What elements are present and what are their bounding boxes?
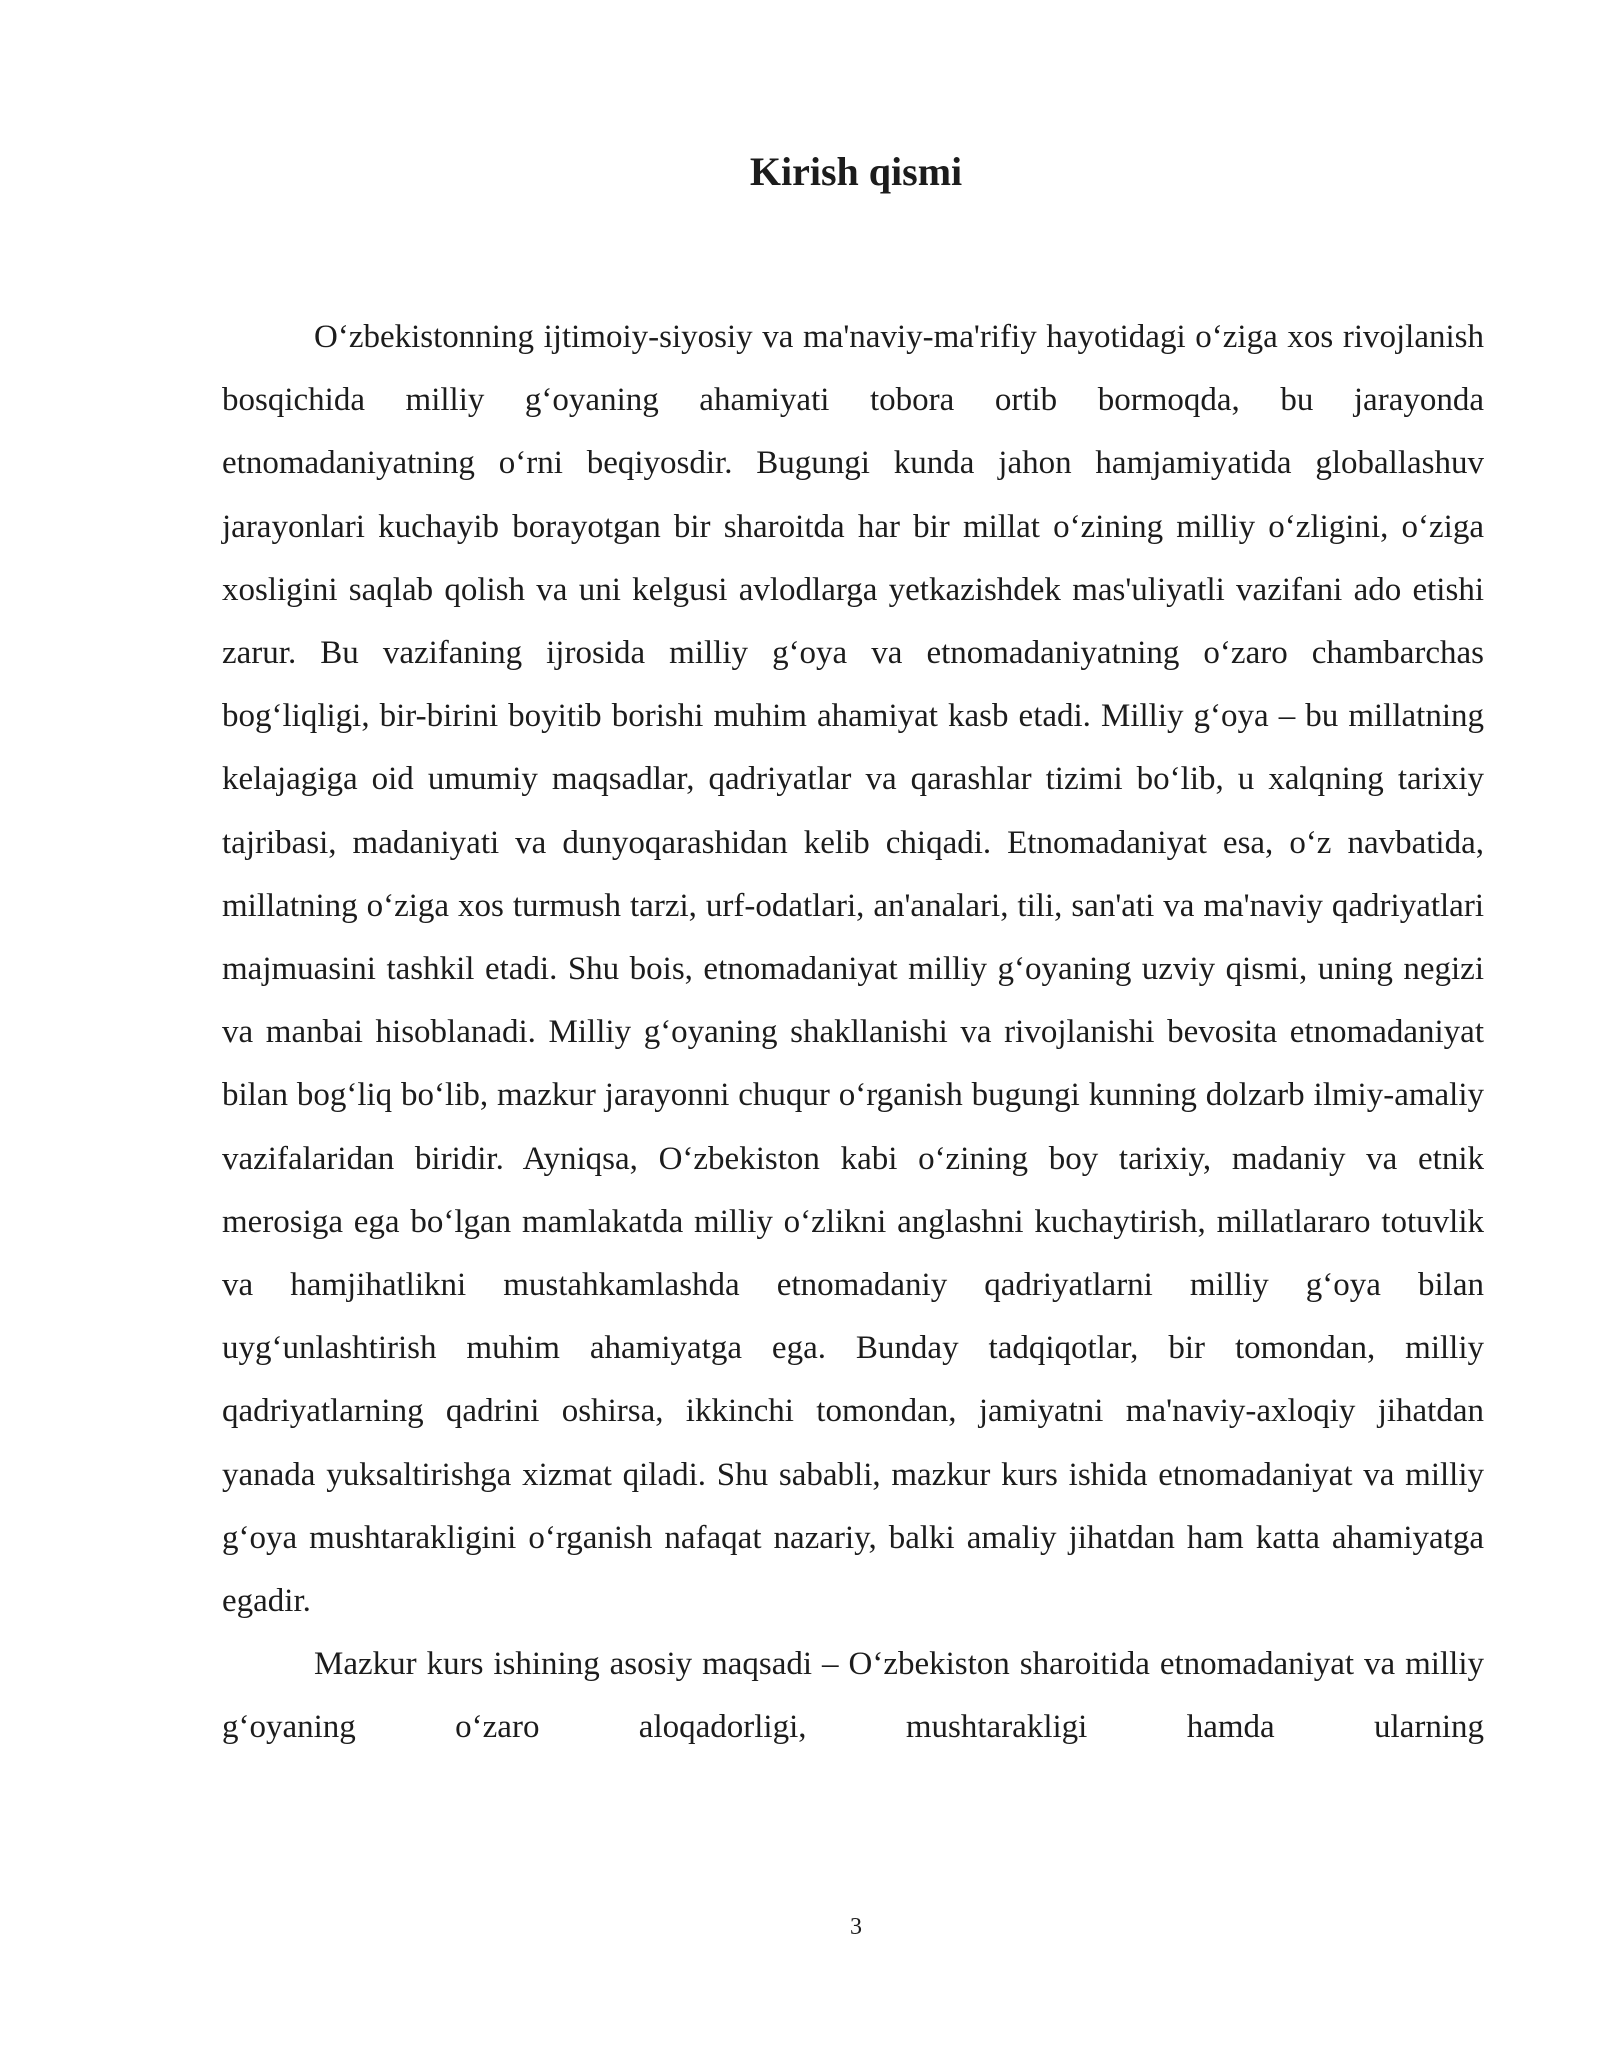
body-text xyxy=(222,306,1484,1760)
paragraph-purpose: Mazkur kurs ishining asosiy maqsadi – O‘zbekiston sharoitida etnomadaniyat va milliy g‘oyaning o‘zaro aloqadorligi, mushtarakligi hamda ularning xyxy=(222,1646,1484,1746)
page-number: 3 xyxy=(850,1914,862,1940)
section-title: Kirish qismi xyxy=(749,149,963,194)
paragraph-intro: O‘zbekistonning ijtimoiy-siyosiy va ma'naviy-ma'rifiy hayotidagi o‘ziga xos rivojlanish bosqichida milliy g‘oyaning ahamiyati tobora ortib bormoqda, bu jarayonda etnomadaniyatning o‘rni beqiyosdir. Bugungi kunda jahon hamjamiyatida globallashuv jarayonlari kuchayib borayotgan bir sharoitda har bir millat o‘zining milliy o‘zligini, o‘ziga xosligini saqlab qolish va uni kelgusi avlodlarga yetkazishdek mas'uliyatli vazifani ado etishi zarur. Bu vazifaning ijrosida milliy g‘oya va etnomadaniyatning o‘zaro chambarchas bog‘liqligi, bir-birini boyitib borishi muhim ahamiyat kasb etadi. Milliy g‘oya – bu millatning kelajagiga oid umumiy maqsadlar, qadriyatlar va qarashlar tizimi bo‘lib, u xalqning tarixiy tajribasi, madaniyati va dunyoqarashidan kelib chiqadi. Etnomadaniyat esa, o‘z navbatida, millatning o‘ziga xos turmush tarzi, urf-odatlari, an'analari, tili, san'ati va ma'naviy qadriyatlari majmuasini tashkil etadi. Shu bois, etnomadaniyat milliy g‘oyaning uzviy qismi, uning negizi va manbai hisoblanadi. Milliy g‘oyaning shakllanishi va rivojlanishi bevosita etnomadaniyat bilan bog‘liq bo‘lib, mazkur jarayonni chuqur o‘rganish bugungi kunning dolzarb ilmiy-amaliy vazifalaridan biridir. Ayniqsa, O‘zbekiston kabi o‘zining boy tarixiy, madaniy va etnik merosiga ega bo‘lgan mamlakatda milliy o‘zlikni anglashni kuchaytirish, millatlararo totuvlik va hamjihatlikni mustahkamlashda etnomadaniy qadriyatlarni milliy g‘oya bilan uyg‘unlashtirish muhim ahamiyatga ega. Bunday tadqiqotlar, bir tomondan, milliy qadriyatlarning qadrini oshirsa, ikkinchi tomondan, jamiyatni ma'naviy-axloqiy jihatdan yanada yuksaltirishga xizmat qiladi. Shu sababli, mazkur kurs ishida etnomadaniyat va milliy g‘oya mushtarakligini o‘rganish nafaqat nazariy, balki amaliy jihatdan ham katta ahamiyatga egadir. xyxy=(222,319,1484,1620)
